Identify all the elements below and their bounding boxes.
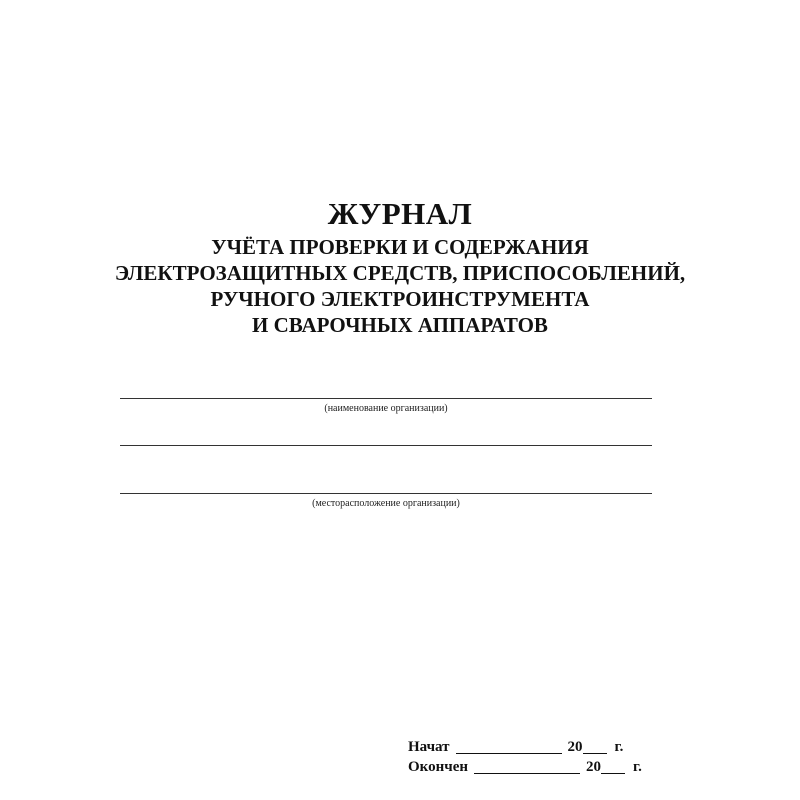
finished-year-prefix: 20 (586, 759, 602, 775)
org-name-line (120, 398, 652, 399)
org-location-field (120, 493, 652, 510)
subtitle-line-3: РУЧНОГО ЭЛЕКТРОИНСТРУМЕНТА (210, 287, 590, 311)
finished-row (408, 757, 642, 777)
started-label: Начат (408, 739, 450, 755)
started-year-suffix: г. (614, 739, 624, 755)
journal-title: ЖУРНАЛ (327, 196, 473, 231)
title-block (100, 196, 700, 338)
org-name-field (120, 398, 652, 415)
org-name-extra-line (120, 445, 652, 446)
finished-label: Окончен (408, 759, 469, 775)
finished-year-suffix: г. (633, 759, 642, 775)
org-name-caption: (наименование организации) (324, 403, 448, 414)
subtitle-line-1: УЧЁТА ПРОВЕРКИ И СОДЕРЖАНИЯ (211, 235, 589, 259)
org-name-extra-field (120, 445, 652, 446)
org-location-caption: (месторасположение организации) (312, 498, 460, 509)
org-location-line (120, 493, 652, 494)
started-year-prefix: 20 (567, 739, 583, 755)
subtitle-line-2: ЭЛЕКТРОЗАЩИТНЫХ СРЕДСТВ, ПРИСПОСОБЛЕНИЙ, (114, 261, 686, 285)
finished-year-blank (601, 759, 625, 774)
finished-date-blank (474, 759, 580, 774)
journal-dates (408, 737, 642, 777)
subtitle-line-4: И СВАРОЧНЫХ АППАРАТОВ (252, 313, 548, 337)
started-row (408, 737, 642, 757)
started-year-blank (583, 739, 607, 754)
started-date-blank (456, 739, 562, 754)
